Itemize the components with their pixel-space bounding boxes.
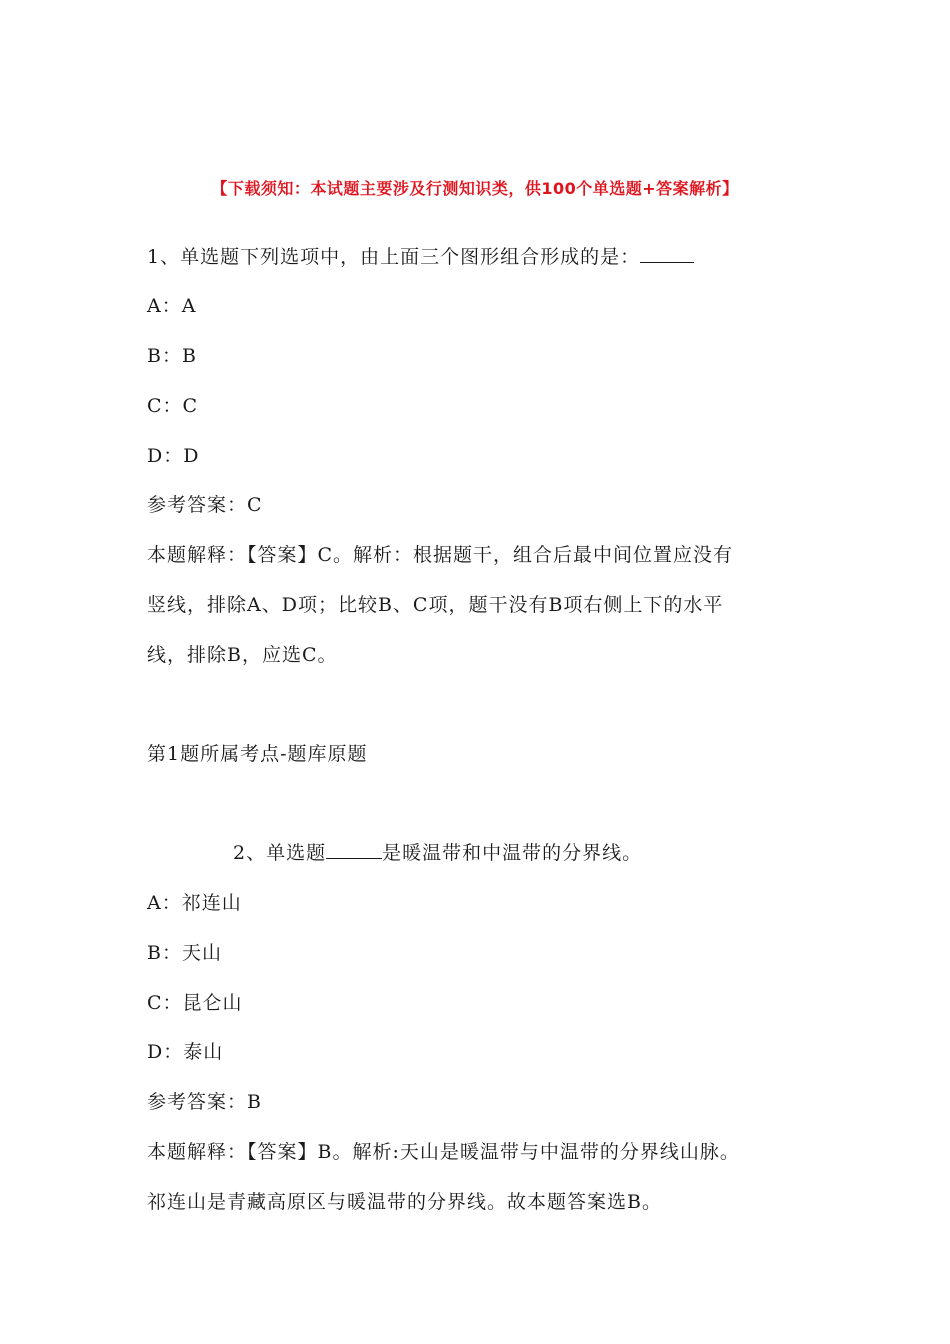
download-notice: 【下载须知：本试题主要涉及行测知识类，供100个单选题+答案解析】 bbox=[211, 179, 739, 198]
question-2-option-b: B：天山 bbox=[147, 942, 222, 964]
question-2-explanation-line-2: 祁连山是青藏高原区与暖温带的分界线。故本题答案选B。 bbox=[147, 1191, 662, 1213]
question-2-stem-suffix: 是暖温带和中温带的分界线。 bbox=[382, 842, 643, 864]
answer-blank bbox=[326, 838, 382, 859]
question-1-explanation-line-1: 本题解释：【答案】C。解析：根据题干，组合后最中间位置应没有 bbox=[147, 544, 734, 566]
answer-blank bbox=[640, 242, 694, 263]
question-1-option-d: D：D bbox=[147, 445, 200, 467]
question-1-option-b: B：B bbox=[147, 345, 197, 367]
question-1-answer: 参考答案：C bbox=[147, 494, 263, 516]
question-1-explanation-line-2: 竖线，排除A、D项；比较B、C项，题干没有B项右侧上下的水平 bbox=[147, 594, 724, 616]
question-2-option-d: D：泰山 bbox=[147, 1041, 224, 1063]
question-2-answer: 参考答案：B bbox=[147, 1091, 262, 1113]
question-2-option-a: A：祁连山 bbox=[147, 892, 242, 914]
question-2-stem bbox=[233, 838, 642, 865]
question-1-knowledge-point: 第1题所属考点-题库原题 bbox=[147, 743, 368, 765]
question-1-option-a: A：A bbox=[147, 295, 197, 317]
question-1-option-c: C：C bbox=[147, 395, 199, 417]
question-1-explanation-line-3: 线，排除B，应选C。 bbox=[147, 644, 338, 666]
question-2-explanation-line-1: 本题解释：【答案】B。解析:天山是暖温带与中温带的分界线山脉。 bbox=[147, 1141, 740, 1163]
question-1-stem bbox=[147, 242, 694, 269]
question-2-stem-prefix: 2、单选题 bbox=[233, 842, 327, 864]
question-1-stem-text: 1、单选题下列选项中，由上面三个图形组合形成的是： bbox=[147, 246, 641, 268]
question-2-option-c: C：昆仑山 bbox=[147, 992, 243, 1014]
